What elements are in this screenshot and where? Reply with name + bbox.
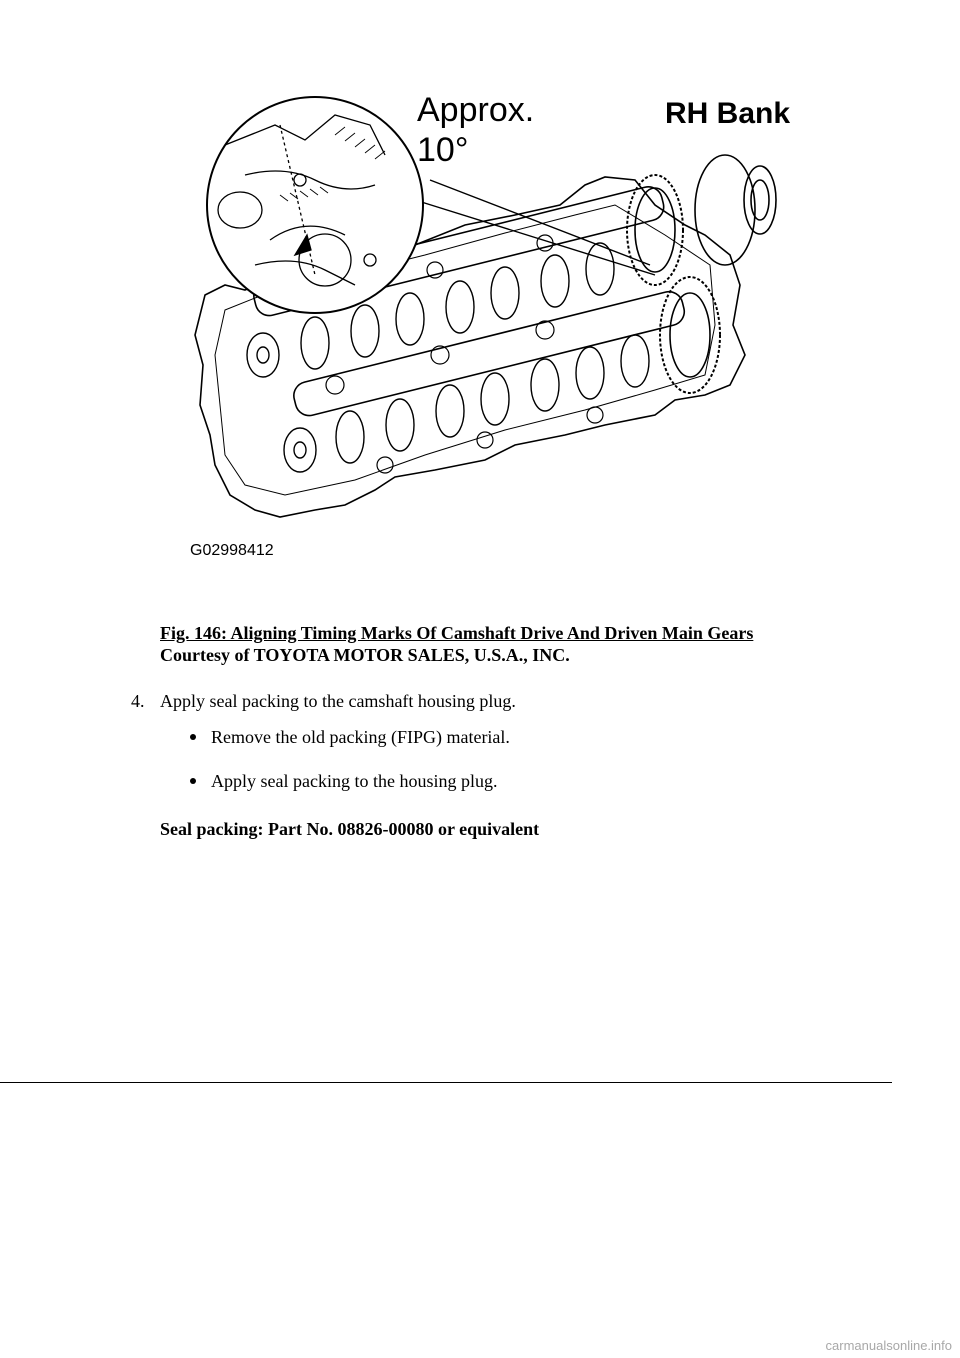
bank-label: RH Bank bbox=[665, 97, 791, 130]
bullet-text: Apply seal packing to the housing plug. bbox=[211, 771, 498, 791]
angle-label: 10° bbox=[417, 131, 469, 169]
bullet-dot-icon bbox=[190, 734, 196, 740]
step-text: Apply seal packing to the camshaft housing plug. bbox=[160, 691, 516, 711]
bullet-text: Remove the old packing (FIPG) material. bbox=[211, 727, 510, 747]
page-divider bbox=[0, 1082, 892, 1083]
seal-packing-spec: Seal packing: Part No. 08826-00080 or equivalent bbox=[160, 819, 540, 839]
step-number: 4. bbox=[131, 691, 145, 711]
step-bullet-list bbox=[190, 726, 510, 814]
caption-title: Fig. 146: Aligning Timing Marks Of Camshaft Drive And Driven Main Gears bbox=[160, 623, 754, 643]
bullet-dot-icon bbox=[190, 778, 196, 784]
caption-courtesy: Courtesy of TOYOTA MOTOR SALES, U.S.A., INC. bbox=[160, 645, 570, 665]
figure-code: G02998412 bbox=[190, 542, 274, 559]
watermark: carmanualsonline.info bbox=[825, 1338, 952, 1353]
procedure-step bbox=[131, 690, 516, 712]
camshaft-gear-illustration bbox=[185, 85, 835, 565]
camshaft-timing-figure bbox=[185, 85, 835, 565]
list-item bbox=[190, 726, 510, 748]
list-item bbox=[190, 770, 510, 792]
approx-label: Approx. bbox=[417, 91, 535, 129]
figure-caption bbox=[160, 622, 753, 666]
